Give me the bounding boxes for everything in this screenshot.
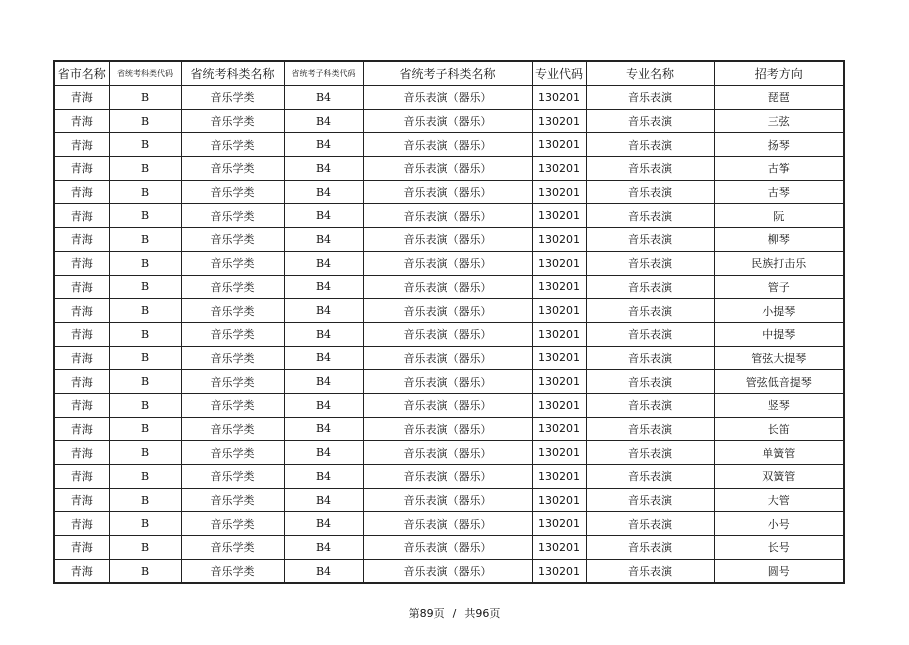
table-row (54, 559, 844, 583)
cell-major-code: 130201 (532, 512, 586, 536)
cell-province: 青海 (54, 465, 109, 489)
cell-province: 青海 (54, 322, 109, 346)
cell-subcategory-code: B4 (284, 228, 363, 252)
cell-category-name: 音乐学类 (181, 157, 284, 181)
cell-subcategory-name: 音乐表演（器乐） (363, 251, 532, 275)
cell-major-name: 音乐表演 (586, 346, 714, 370)
cell-major-code: 130201 (532, 536, 586, 560)
cell-major-code: 130201 (532, 370, 586, 394)
cell-subcategory-name: 音乐表演（器乐） (363, 299, 532, 323)
header-row (54, 61, 844, 86)
cell-category-name: 音乐学类 (181, 512, 284, 536)
table-row (54, 86, 844, 110)
table-row (54, 488, 844, 512)
cell-major-code: 130201 (532, 204, 586, 228)
table-row (54, 109, 844, 133)
cell-subcategory-name: 音乐表演（器乐） (363, 370, 532, 394)
cell-subcategory-name: 音乐表演（器乐） (363, 109, 532, 133)
cell-subcategory-name: 音乐表演（器乐） (363, 228, 532, 252)
cell-subcategory-name: 音乐表演（器乐） (363, 393, 532, 417)
cell-major-name: 音乐表演 (586, 157, 714, 181)
table-row (54, 180, 844, 204)
cell-subcategory-name: 音乐表演（器乐） (363, 180, 532, 204)
cell-subcategory-code: B4 (284, 133, 363, 157)
cell-category-code: B (109, 133, 181, 157)
cell-subcategory-name: 音乐表演（器乐） (363, 275, 532, 299)
cell-category-code: B (109, 393, 181, 417)
cell-subcategory-name: 音乐表演（器乐） (363, 86, 532, 110)
cell-subcategory-code: B4 (284, 180, 363, 204)
cell-category-name: 音乐学类 (181, 559, 284, 583)
cell-subcategory-name: 音乐表演（器乐） (363, 441, 532, 465)
table-row (54, 204, 844, 228)
cell-major-name: 音乐表演 (586, 512, 714, 536)
cell-subcategory-code: B4 (284, 109, 363, 133)
cell-direction: 小号 (714, 512, 844, 536)
cell-major-code: 130201 (532, 393, 586, 417)
table-row (54, 133, 844, 157)
cell-category-name: 音乐学类 (181, 536, 284, 560)
cell-direction: 三弦 (714, 109, 844, 133)
cell-category-code: B (109, 109, 181, 133)
cell-subcategory-code: B4 (284, 465, 363, 489)
cell-direction: 长号 (714, 536, 844, 560)
cell-subcategory-code: B4 (284, 441, 363, 465)
cell-major-code: 130201 (532, 109, 586, 133)
cell-major-code: 130201 (532, 322, 586, 346)
cell-major-name: 音乐表演 (586, 228, 714, 252)
cell-subcategory-code: B4 (284, 322, 363, 346)
cell-category-name: 音乐学类 (181, 370, 284, 394)
cell-subcategory-name: 音乐表演（器乐） (363, 157, 532, 181)
cell-major-name: 音乐表演 (586, 536, 714, 560)
cell-category-name: 音乐学类 (181, 204, 284, 228)
cell-province: 青海 (54, 133, 109, 157)
cell-major-name: 音乐表演 (586, 275, 714, 299)
cell-category-code: B (109, 488, 181, 512)
page-separator: / (452, 607, 457, 620)
cell-direction: 琵琶 (714, 86, 844, 110)
cell-category-name: 音乐学类 (181, 109, 284, 133)
cell-direction: 柳琴 (714, 228, 844, 252)
cell-category-code: B (109, 417, 181, 441)
cell-subcategory-code: B4 (284, 275, 363, 299)
cell-subcategory-code: B4 (284, 393, 363, 417)
cell-category-name: 音乐学类 (181, 275, 284, 299)
cell-subcategory-code: B4 (284, 488, 363, 512)
cell-direction: 双簧管 (714, 465, 844, 489)
cell-subcategory-code: B4 (284, 559, 363, 583)
cell-major-name: 音乐表演 (586, 441, 714, 465)
cell-direction: 中提琴 (714, 322, 844, 346)
cell-category-code: B (109, 441, 181, 465)
cell-category-name: 音乐学类 (181, 417, 284, 441)
cell-category-name: 音乐学类 (181, 180, 284, 204)
header-category-name: 省统考科类名称 (181, 61, 284, 86)
cell-direction: 单簧管 (714, 441, 844, 465)
cell-category-name: 音乐学类 (181, 133, 284, 157)
cell-major-code: 130201 (532, 228, 586, 252)
cell-major-name: 音乐表演 (586, 465, 714, 489)
cell-subcategory-code: B4 (284, 299, 363, 323)
cell-major-code: 130201 (532, 157, 586, 181)
cell-major-name: 音乐表演 (586, 251, 714, 275)
cell-direction: 圆号 (714, 559, 844, 583)
cell-major-name: 音乐表演 (586, 322, 714, 346)
cell-province: 青海 (54, 180, 109, 204)
cell-province: 青海 (54, 204, 109, 228)
cell-category-code: B (109, 370, 181, 394)
cell-direction: 管子 (714, 275, 844, 299)
table-row (54, 465, 844, 489)
cell-province: 青海 (54, 228, 109, 252)
table-row (54, 393, 844, 417)
table-row (54, 512, 844, 536)
header-direction: 招考方向 (714, 61, 844, 86)
cell-province: 青海 (54, 417, 109, 441)
cell-category-code: B (109, 299, 181, 323)
cell-category-code: B (109, 536, 181, 560)
cell-province: 青海 (54, 393, 109, 417)
cell-category-name: 音乐学类 (181, 251, 284, 275)
cell-category-code: B (109, 512, 181, 536)
cell-category-code: B (109, 228, 181, 252)
table-row (54, 157, 844, 181)
cell-category-code: B (109, 465, 181, 489)
cell-major-name: 音乐表演 (586, 109, 714, 133)
cell-category-code: B (109, 180, 181, 204)
cell-subcategory-code: B4 (284, 251, 363, 275)
table-row (54, 251, 844, 275)
header-category-code: 省统考科类代码 (109, 61, 181, 86)
cell-direction: 民族打击乐 (714, 251, 844, 275)
cell-subcategory-name: 音乐表演（器乐） (363, 346, 532, 370)
cell-category-name: 音乐学类 (181, 86, 284, 110)
cell-major-name: 音乐表演 (586, 180, 714, 204)
header-major-name: 专业名称 (586, 61, 714, 86)
cell-category-name: 音乐学类 (181, 346, 284, 370)
cell-major-name: 音乐表演 (586, 86, 714, 110)
header-major-code: 专业代码 (532, 61, 586, 86)
cell-subcategory-name: 音乐表演（器乐） (363, 559, 532, 583)
cell-subcategory-code: B4 (284, 204, 363, 228)
table-row (54, 228, 844, 252)
cell-major-name: 音乐表演 (586, 393, 714, 417)
table-row (54, 536, 844, 560)
cell-major-name: 音乐表演 (586, 559, 714, 583)
cell-category-code: B (109, 157, 181, 181)
cell-major-code: 130201 (532, 251, 586, 275)
cell-category-name: 音乐学类 (181, 488, 284, 512)
cell-category-name: 音乐学类 (181, 441, 284, 465)
cell-major-name: 音乐表演 (586, 488, 714, 512)
cell-province: 青海 (54, 488, 109, 512)
cell-major-code: 130201 (532, 133, 586, 157)
cell-major-code: 130201 (532, 86, 586, 110)
cell-category-name: 音乐学类 (181, 393, 284, 417)
admissions-table (53, 60, 845, 584)
cell-category-name: 音乐学类 (181, 299, 284, 323)
header-subcategory-code: 省统考子科类代码 (284, 61, 363, 86)
cell-direction: 大管 (714, 488, 844, 512)
cell-province: 青海 (54, 370, 109, 394)
table-row (54, 346, 844, 370)
cell-major-code: 130201 (532, 299, 586, 323)
cell-category-code: B (109, 86, 181, 110)
cell-province: 青海 (54, 299, 109, 323)
cell-category-code: B (109, 275, 181, 299)
cell-province: 青海 (54, 109, 109, 133)
cell-category-name: 音乐学类 (181, 322, 284, 346)
cell-subcategory-name: 音乐表演（器乐） (363, 417, 532, 441)
cell-major-name: 音乐表演 (586, 299, 714, 323)
cell-category-code: B (109, 204, 181, 228)
cell-subcategory-code: B4 (284, 417, 363, 441)
cell-category-code: B (109, 346, 181, 370)
cell-subcategory-name: 音乐表演（器乐） (363, 536, 532, 560)
table-row (54, 441, 844, 465)
header-province: 省市名称 (54, 61, 109, 86)
cell-major-name: 音乐表演 (586, 417, 714, 441)
cell-province: 青海 (54, 157, 109, 181)
cell-subcategory-code: B4 (284, 86, 363, 110)
cell-subcategory-name: 音乐表演（器乐） (363, 488, 532, 512)
cell-direction: 阮 (714, 204, 844, 228)
current-page: 第89页 (408, 607, 445, 620)
cell-direction: 竖琴 (714, 393, 844, 417)
cell-major-code: 130201 (532, 346, 586, 370)
cell-subcategory-name: 音乐表演（器乐） (363, 204, 532, 228)
cell-category-code: B (109, 559, 181, 583)
header-subcategory-name: 省统考子科类名称 (363, 61, 532, 86)
cell-major-code: 130201 (532, 465, 586, 489)
cell-subcategory-code: B4 (284, 346, 363, 370)
table-row (54, 370, 844, 394)
cell-direction: 扬琴 (714, 133, 844, 157)
table-row (54, 417, 844, 441)
cell-subcategory-name: 音乐表演（器乐） (363, 512, 532, 536)
table-row (54, 275, 844, 299)
cell-direction: 古筝 (714, 157, 844, 181)
cell-province: 青海 (54, 512, 109, 536)
cell-direction: 长笛 (714, 417, 844, 441)
table-row (54, 299, 844, 323)
cell-province: 青海 (54, 275, 109, 299)
total-pages: 共96页 (464, 607, 501, 620)
cell-direction: 小提琴 (714, 299, 844, 323)
cell-province: 青海 (54, 346, 109, 370)
cell-province: 青海 (54, 251, 109, 275)
cell-major-code: 130201 (532, 417, 586, 441)
cell-subcategory-name: 音乐表演（器乐） (363, 133, 532, 157)
cell-category-name: 音乐学类 (181, 465, 284, 489)
cell-province: 青海 (54, 86, 109, 110)
cell-major-name: 音乐表演 (586, 204, 714, 228)
cell-province: 青海 (54, 441, 109, 465)
table-row (54, 322, 844, 346)
cell-subcategory-name: 音乐表演（器乐） (363, 465, 532, 489)
cell-subcategory-code: B4 (284, 512, 363, 536)
cell-direction: 管弦低音提琴 (714, 370, 844, 394)
cell-province: 青海 (54, 536, 109, 560)
cell-major-code: 130201 (532, 275, 586, 299)
cell-province: 青海 (54, 559, 109, 583)
cell-direction: 古琴 (714, 180, 844, 204)
cell-major-name: 音乐表演 (586, 133, 714, 157)
cell-subcategory-name: 音乐表演（器乐） (363, 322, 532, 346)
cell-major-code: 130201 (532, 559, 586, 583)
cell-major-code: 130201 (532, 180, 586, 204)
cell-major-code: 130201 (532, 441, 586, 465)
cell-major-name: 音乐表演 (586, 370, 714, 394)
cell-major-code: 130201 (532, 488, 586, 512)
cell-subcategory-code: B4 (284, 370, 363, 394)
cell-category-code: B (109, 322, 181, 346)
cell-direction: 管弦大提琴 (714, 346, 844, 370)
page-footer (0, 605, 909, 621)
cell-category-code: B (109, 251, 181, 275)
cell-subcategory-code: B4 (284, 157, 363, 181)
cell-subcategory-code: B4 (284, 536, 363, 560)
cell-category-name: 音乐学类 (181, 228, 284, 252)
